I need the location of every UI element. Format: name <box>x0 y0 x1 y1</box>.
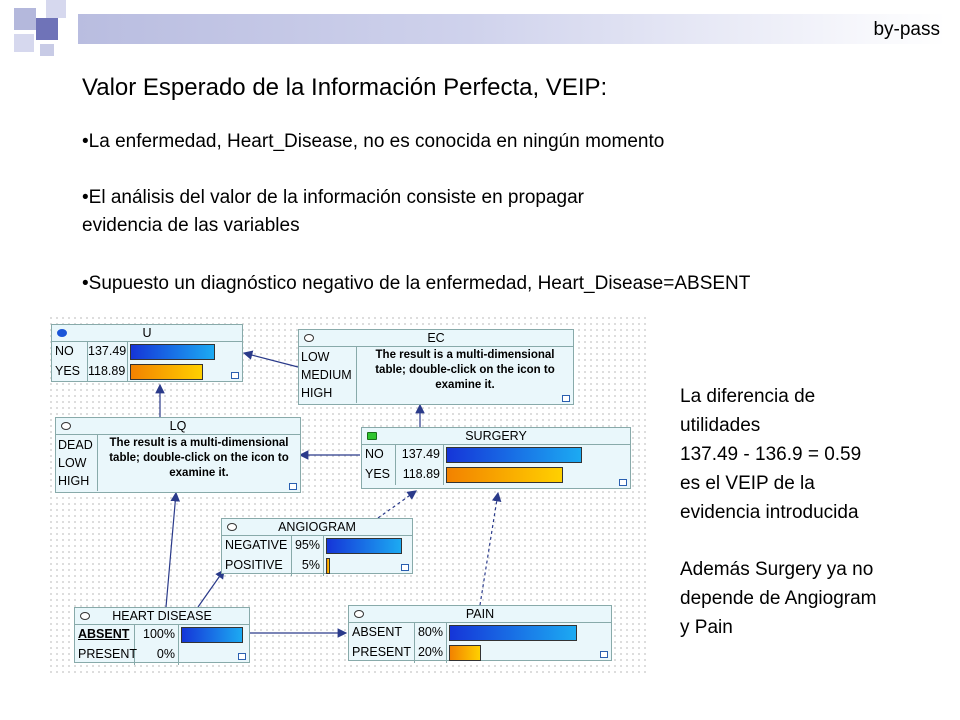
state-value: 137.49 <box>396 445 444 465</box>
state-label: LOW <box>301 350 330 364</box>
state-label: ABSENT <box>349 623 415 643</box>
decor-square <box>14 8 36 30</box>
state-value: 137.49 <box>88 342 128 362</box>
node-title: U <box>142 326 152 340</box>
expand-icon[interactable] <box>231 372 239 379</box>
decision-icon <box>367 432 377 440</box>
state-label: PRESENT <box>75 645 135 665</box>
node-ec[interactable] <box>298 329 574 405</box>
expand-icon[interactable] <box>600 651 608 658</box>
state-value: 118.89 <box>396 465 444 485</box>
decor-square <box>40 44 54 56</box>
side-text-2: utilidades <box>680 415 761 436</box>
decor-square <box>46 0 66 18</box>
node-title: SURGERY <box>465 429 527 443</box>
state-value: 118.89 <box>88 362 128 382</box>
node-title: EC <box>427 331 445 345</box>
utility-icon <box>57 329 67 337</box>
chance-icon <box>80 612 90 620</box>
state-label: NEGATIVE <box>222 536 292 556</box>
decor-square <box>36 18 58 40</box>
chance-icon <box>61 422 71 430</box>
state-bar <box>130 344 215 360</box>
link-heart-angiogram <box>198 570 224 607</box>
side-text-4: es el VEIP de la <box>680 473 815 494</box>
expand-icon[interactable] <box>619 479 627 486</box>
state-bar <box>181 627 243 643</box>
state-label: NO <box>362 445 396 465</box>
state-value: 5% <box>292 556 324 576</box>
node-angiogram[interactable] <box>221 518 413 574</box>
state-label: PRESENT <box>349 643 415 663</box>
state-bar <box>446 467 563 483</box>
link-ec-u <box>244 353 298 367</box>
side-text-6: Además Surgery ya no <box>680 559 874 580</box>
bullet-2-cont: evidencia de las variables <box>82 215 300 236</box>
slide-tag: by-pass <box>873 19 940 40</box>
state-bar <box>326 558 330 574</box>
state-bar <box>326 538 402 554</box>
state-value: 100% <box>135 625 179 645</box>
side-text-1: La diferencia de <box>680 386 816 407</box>
node-heart-disease[interactable] <box>74 607 250 663</box>
node-title: HEART DISEASE <box>112 609 212 623</box>
bullet-1: •La enfermedad, Heart_Disease, no es conocida en ningún momento <box>82 131 665 152</box>
state-value: 95% <box>292 536 324 556</box>
node-lq[interactable] <box>55 417 301 493</box>
bullet-2: •El análisis del valor de la información consiste en propagar <box>82 187 584 208</box>
expand-icon[interactable] <box>238 653 246 660</box>
side-text-5: evidencia introducida <box>680 502 859 523</box>
header-bar <box>78 14 946 44</box>
link-angiogram-surgery <box>378 491 416 518</box>
state-bar <box>449 645 481 661</box>
node-surgery[interactable] <box>361 427 631 489</box>
state-label: YES <box>52 362 88 382</box>
state-bar <box>446 447 582 463</box>
state-label: MEDIUM <box>301 368 352 382</box>
state-label: HIGH <box>58 474 90 488</box>
state-value: 80% <box>415 623 447 643</box>
state-label: YES <box>362 465 396 485</box>
state-label: POSITIVE <box>222 556 292 576</box>
link-heart-lq <box>166 493 176 607</box>
expand-icon[interactable] <box>562 395 570 402</box>
link-pain-surgery <box>480 493 498 605</box>
side-text-7: depende de Angiogram <box>680 588 877 609</box>
node-title: PAIN <box>465 607 495 621</box>
state-bar <box>130 364 203 380</box>
chance-icon <box>354 610 364 618</box>
side-text-3: 137.49 - 136.9 = 0.59 <box>680 444 862 465</box>
bullet-3: •Supuesto un diagnóstico negativo de la enfermedad, Heart_Disease=ABSENT <box>82 273 751 294</box>
table-note: The result is a multi-dimensional table; double-click on the icon to examine it. <box>109 437 289 479</box>
state-label: LOW <box>58 456 87 470</box>
state-label: ABSENT <box>75 625 135 645</box>
chance-icon <box>227 523 237 531</box>
state-label: DEAD <box>58 438 93 452</box>
state-label: NO <box>52 342 88 362</box>
node-pain[interactable] <box>348 605 612 661</box>
state-value: 20% <box>415 643 447 663</box>
state-label: HIGH <box>301 386 333 400</box>
decor-square <box>14 34 34 52</box>
influence-diagram <box>48 315 650 677</box>
side-text-8: y Pain <box>680 617 733 638</box>
node-title: LQ <box>169 419 187 433</box>
chance-icon <box>304 334 314 342</box>
state-value: 0% <box>135 645 179 665</box>
page-title: Valor Esperado de la Información Perfecta, VEIP: <box>82 74 608 101</box>
table-note: The result is a multi-dimensional table; double-click on the icon to examine it. <box>375 349 555 391</box>
node-title: ANGIOGRAM <box>278 520 356 534</box>
state-bar <box>449 625 577 641</box>
node-u[interactable] <box>51 324 243 382</box>
expand-icon[interactable] <box>289 483 297 490</box>
expand-icon[interactable] <box>401 564 409 571</box>
